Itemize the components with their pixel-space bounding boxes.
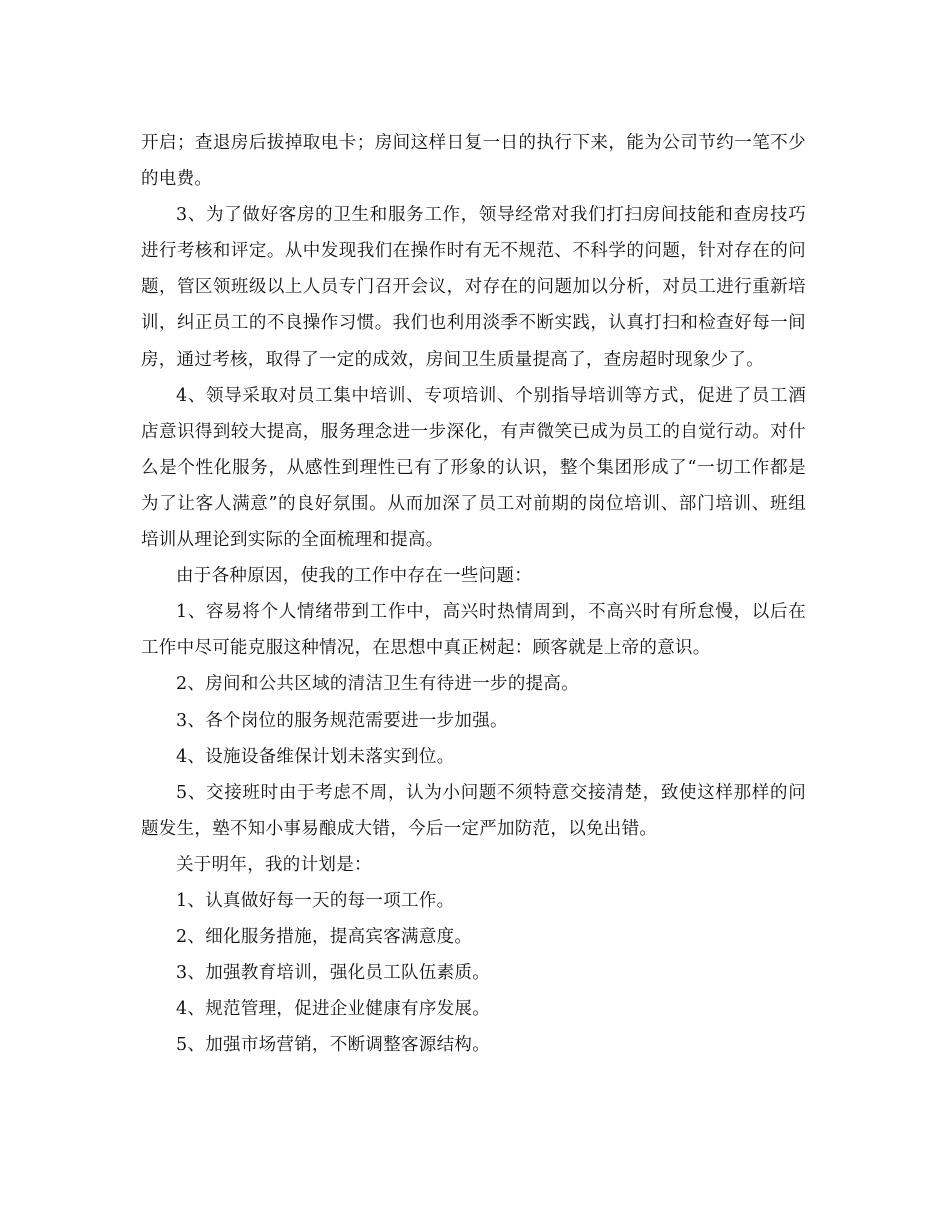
paragraph-problem-4: 4、设施设备维保计划未落实到位。 [176, 746, 455, 767]
paragraph-plan-3: 3、加强教育培训，强化员工队伍素质。 [176, 963, 491, 984]
paragraph-plan-intro: 关于明年，我的计划是： [176, 854, 372, 875]
paragraph-problem-5: 5、交接班时由于考虑不周，认为小问题不须特意交接清楚，致使这样那样的问题发生，塾不知小事易酿成大错，今后一定严加防范，以免出错。 [141, 782, 806, 839]
paragraph-problems-intro: 由于各种原因，使我的工作中存在一些问题： [176, 566, 532, 587]
paragraph-plan-4: 4、规范管理，促进企业健康有序发展。 [176, 999, 491, 1020]
paragraph-continuation: 开启；查退房后拔掉取电卡；房间这样日复一日的执行下来，能为公司节约一笔不少的电费。 [141, 133, 806, 190]
paragraph-item-4-training: 4、领导采取对员工集中培训、专项培训、个别指导培训等方式，促进了员工酒店意识得到较大提高，服务理念进一步深化，有声微笑已成为员工的自觉行动。对什么是个性化服务，从感性到理性已有了形象的认识，整个集团形成了“一切工作都是为了让客人满意”的良好氛围。从而加深了员工对前期的岗位培训、部门培训、班组培训从理论到实际的全面梳理和提高。 [141, 385, 806, 551]
paragraph-problem-2: 2、房间和公共区域的清洁卫生有待进一步的提高。 [176, 674, 580, 695]
paragraph-plan-5: 5、加强市场营销，不断调整客源结构。 [176, 1035, 491, 1056]
paragraph-item-3-training: 3、为了做好客房的卫生和服务工作，领导经常对我们打扫房间技能和查房技巧进行考核和评定。从中发现我们在操作时有无不规范、不科学的问题，针对存在的问题，管区领班级以上人员专门召开会议，对存在的问题加以分析，对员工进行重新培训，纠正员工的不良操作习惯。我们也利用淡季不断实践，认真打扫和检查好每一间房，通过考核，取得了一定的成效，房间卫生质量提高了，查房超时现象少了。 [141, 205, 806, 370]
paragraph-problem-1: 1、容易将个人情绪带到工作中，高兴时热情周到，不高兴时有所怠慢，以后在工作中尽可能克服这种情况，在思想中真正树起：顾客就是上帝的意识。 [141, 602, 806, 659]
paragraph-plan-1: 1、认真做好每一天的每一项工作。 [176, 890, 455, 911]
paragraph-problem-3: 3、各个岗位的服务规范需要进一步加强。 [176, 710, 508, 731]
document-body [141, 125, 806, 1063]
paragraph-plan-2: 2、细化服务措施，提高宾客满意度。 [176, 927, 473, 948]
